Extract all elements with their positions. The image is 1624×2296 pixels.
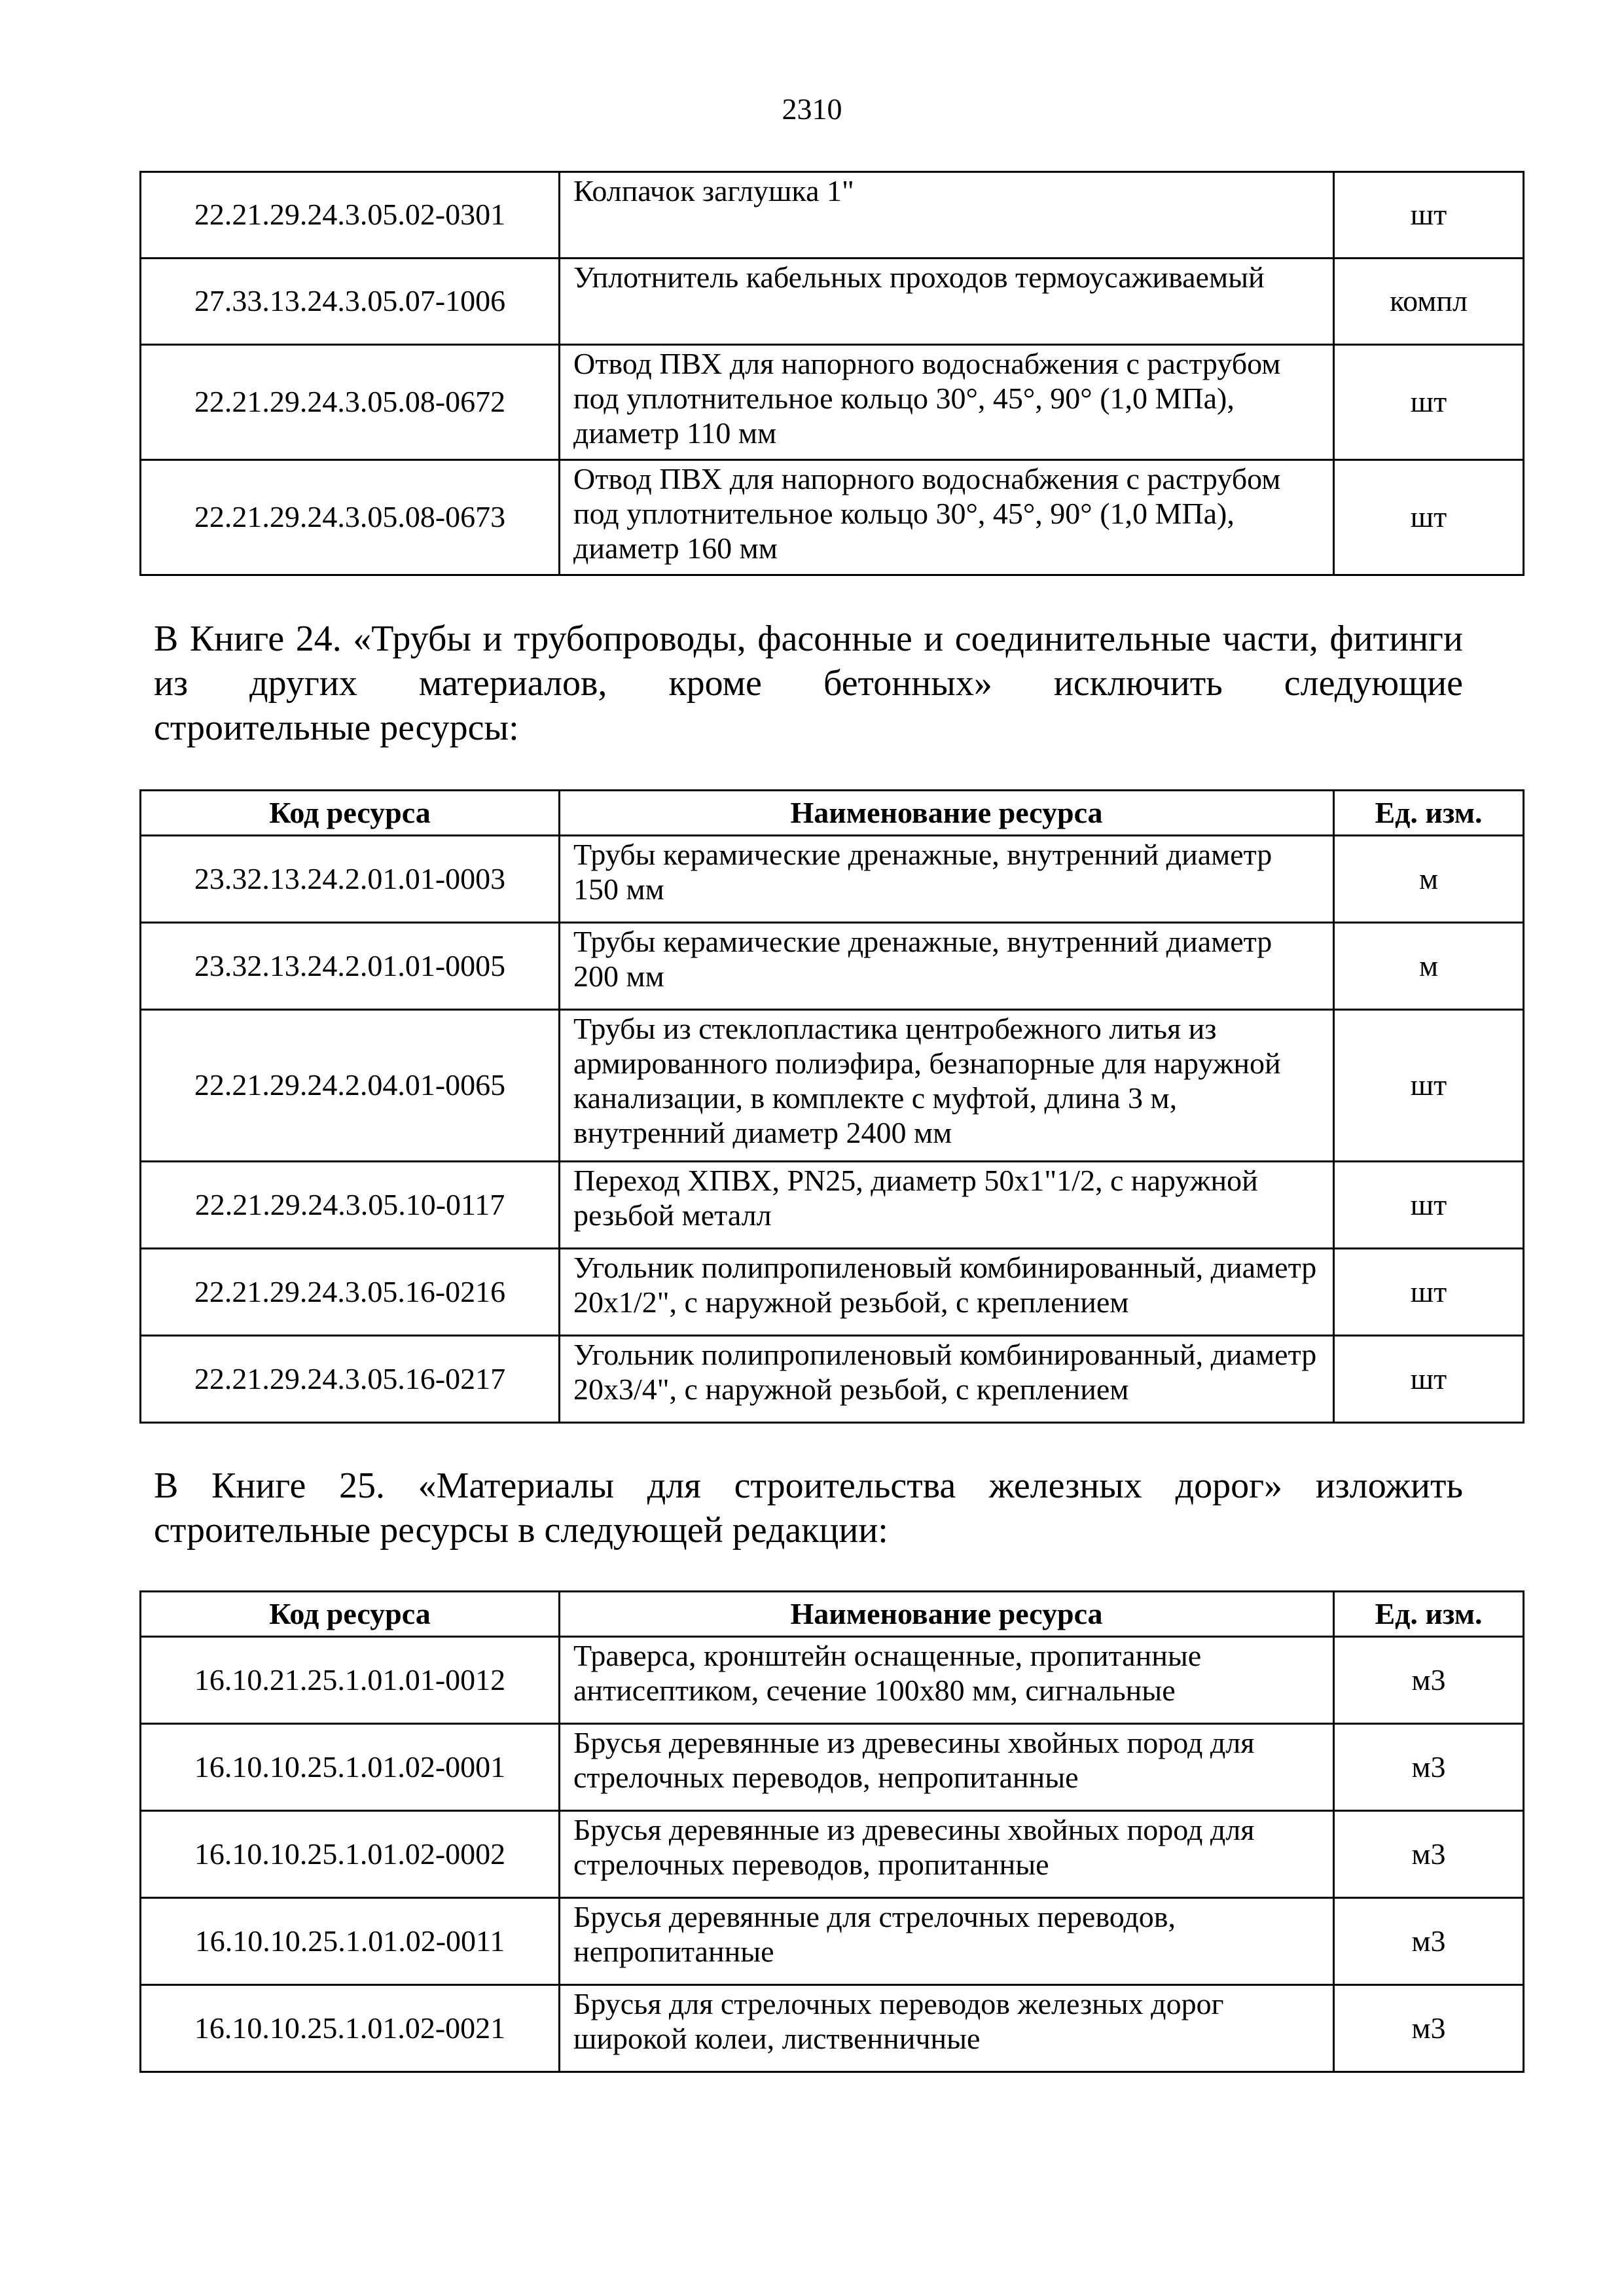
resource-name: Отвод ПВХ для напорного водоснабжения с раструбом под уплотнительное кольцо 30°, 45°, 90° (1,0 МПа), диаметр 160 мм [560, 460, 1334, 575]
table-row [141, 1162, 1524, 1249]
header-unit: Ед. изм. [1334, 791, 1524, 836]
resource-unit: шт [1334, 1010, 1524, 1162]
resource-code: 22.21.29.24.3.05.08-0672 [141, 345, 560, 460]
table-header-row [141, 1592, 1524, 1637]
table-row [141, 1985, 1524, 2072]
resource-name: Траверса, кронштейн оснащенные, пропитанные антисептиком, сечение 100х80 мм, сигнальные [560, 1637, 1334, 1724]
resource-code: 22.21.29.24.3.05.10-0117 [141, 1162, 560, 1249]
book-24-paragraph [154, 617, 1463, 750]
resource-unit: компл [1334, 259, 1524, 345]
resource-unit: м3 [1334, 1898, 1524, 1985]
table-row [141, 259, 1524, 345]
resource-code: 16.10.10.25.1.01.02-0002 [141, 1811, 560, 1898]
resource-unit: шт [1334, 172, 1524, 259]
paragraph-text-end: строительные ресурсы в следующей редакции: [154, 1510, 888, 1551]
resource-unit: м3 [1334, 1724, 1524, 1811]
paragraph-text: В Книге 25. «Материалы для строительства железных дорог» изложить [154, 1465, 1463, 1506]
resource-unit: м3 [1334, 1811, 1524, 1898]
paragraph-text-end: строительные ресурсы: [154, 708, 519, 748]
resource-name: Колпачок заглушка 1" [560, 172, 1334, 259]
book-25-paragraph [154, 1463, 1463, 1552]
book-24-excluded-resources-table [139, 789, 1525, 1424]
resource-unit: шт [1334, 1162, 1524, 1249]
resource-name: Трубы керамические дренажные, внутренний диаметр 200 мм [560, 923, 1334, 1010]
resource-code: 27.33.13.24.3.05.07-1006 [141, 259, 560, 345]
table-row [141, 1811, 1524, 1898]
resource-unit: шт [1334, 460, 1524, 575]
header-code: Код ресурса [141, 1592, 560, 1637]
resource-unit: шт [1334, 345, 1524, 460]
resource-code: 22.21.29.24.3.05.16-0217 [141, 1336, 560, 1423]
resource-code: 23.32.13.24.2.01.01-0003 [141, 836, 560, 923]
resource-name: Трубы керамические дренажные, внутренний диаметр 150 мм [560, 836, 1334, 923]
resource-unit: м [1334, 923, 1524, 1010]
resource-code: 23.32.13.24.2.01.01-0005 [141, 923, 560, 1010]
resource-unit: м3 [1334, 1637, 1524, 1724]
resource-name: Угольник полипропиленовый комбинированный, диаметр 20х3/4", с наружной резьбой, с креплением [560, 1336, 1334, 1423]
resource-code: 22.21.29.24.3.05.02-0301 [141, 172, 560, 259]
paragraph-text: В Книге 24. «Трубы и трубопроводы, фасонные и соединительные части, фитинги из других материалов, кроме бетонных» исключить следующие [154, 619, 1463, 704]
table-row [141, 460, 1524, 575]
resource-name: Брусья для стрелочных переводов железных дорог широкой колеи, лиственничные [560, 1985, 1334, 2072]
resource-code: 22.21.29.24.2.04.01-0065 [141, 1010, 560, 1162]
book-25-resources-table [139, 1590, 1525, 2073]
header-unit: Ед. изм. [1334, 1592, 1524, 1637]
table-row [141, 1010, 1524, 1162]
table-row [141, 345, 1524, 460]
page-number: 2310 [782, 92, 842, 126]
table-row [141, 172, 1524, 259]
resource-name: Угольник полипропиленовый комбинированный, диаметр 20х1/2", с наружной резьбой, с креплением [560, 1249, 1334, 1336]
resource-unit: шт [1334, 1249, 1524, 1336]
table-row [141, 923, 1524, 1010]
resources-table-continued [139, 171, 1525, 576]
resource-name: Трубы из стеклопластика центробежного литья из армированного полиэфира, безнапорные для наружной канализации, в комплекте с муфтой, длина 3 м, внутренний диаметр 2400 мм [560, 1010, 1334, 1162]
resource-name: Брусья деревянные из древесины хвойных пород для стрелочных переводов, непропитанные [560, 1724, 1334, 1811]
resource-code: 22.21.29.24.3.05.16-0216 [141, 1249, 560, 1336]
resource-code: 16.10.10.25.1.01.02-0011 [141, 1898, 560, 1985]
table-row [141, 836, 1524, 923]
resource-name: Переход ХПВХ, PN25, диаметр 50х1"1/2, с наружной резьбой металл [560, 1162, 1334, 1249]
resource-code: 16.10.10.25.1.01.02-0021 [141, 1985, 560, 2072]
resource-code: 16.10.21.25.1.01.01-0012 [141, 1637, 560, 1724]
resource-unit: шт [1334, 1336, 1524, 1423]
resource-code: 22.21.29.24.3.05.08-0673 [141, 460, 560, 575]
table-row [141, 1724, 1524, 1811]
resource-name: Уплотнитель кабельных проходов термоусаживаемый [560, 259, 1334, 345]
header-name: Наименование ресурса [560, 791, 1334, 836]
resource-unit: м3 [1334, 1985, 1524, 2072]
table-header-row [141, 791, 1524, 836]
resource-code: 16.10.10.25.1.01.02-0001 [141, 1724, 560, 1811]
resource-name: Брусья деревянные из древесины хвойных пород для стрелочных переводов, пропитанные [560, 1811, 1334, 1898]
table-row [141, 1898, 1524, 1985]
table-row [141, 1249, 1524, 1336]
header-name: Наименование ресурса [560, 1592, 1334, 1637]
resource-unit: м [1334, 836, 1524, 923]
table-row [141, 1637, 1524, 1724]
resource-name: Брусья деревянные для стрелочных переводов, непропитанные [560, 1898, 1334, 1985]
table-row [141, 1336, 1524, 1423]
resource-name: Отвод ПВХ для напорного водоснабжения с раструбом под уплотнительное кольцо 30°, 45°, 90° (1,0 МПа), диаметр 110 мм [560, 345, 1334, 460]
header-code: Код ресурса [141, 791, 560, 836]
